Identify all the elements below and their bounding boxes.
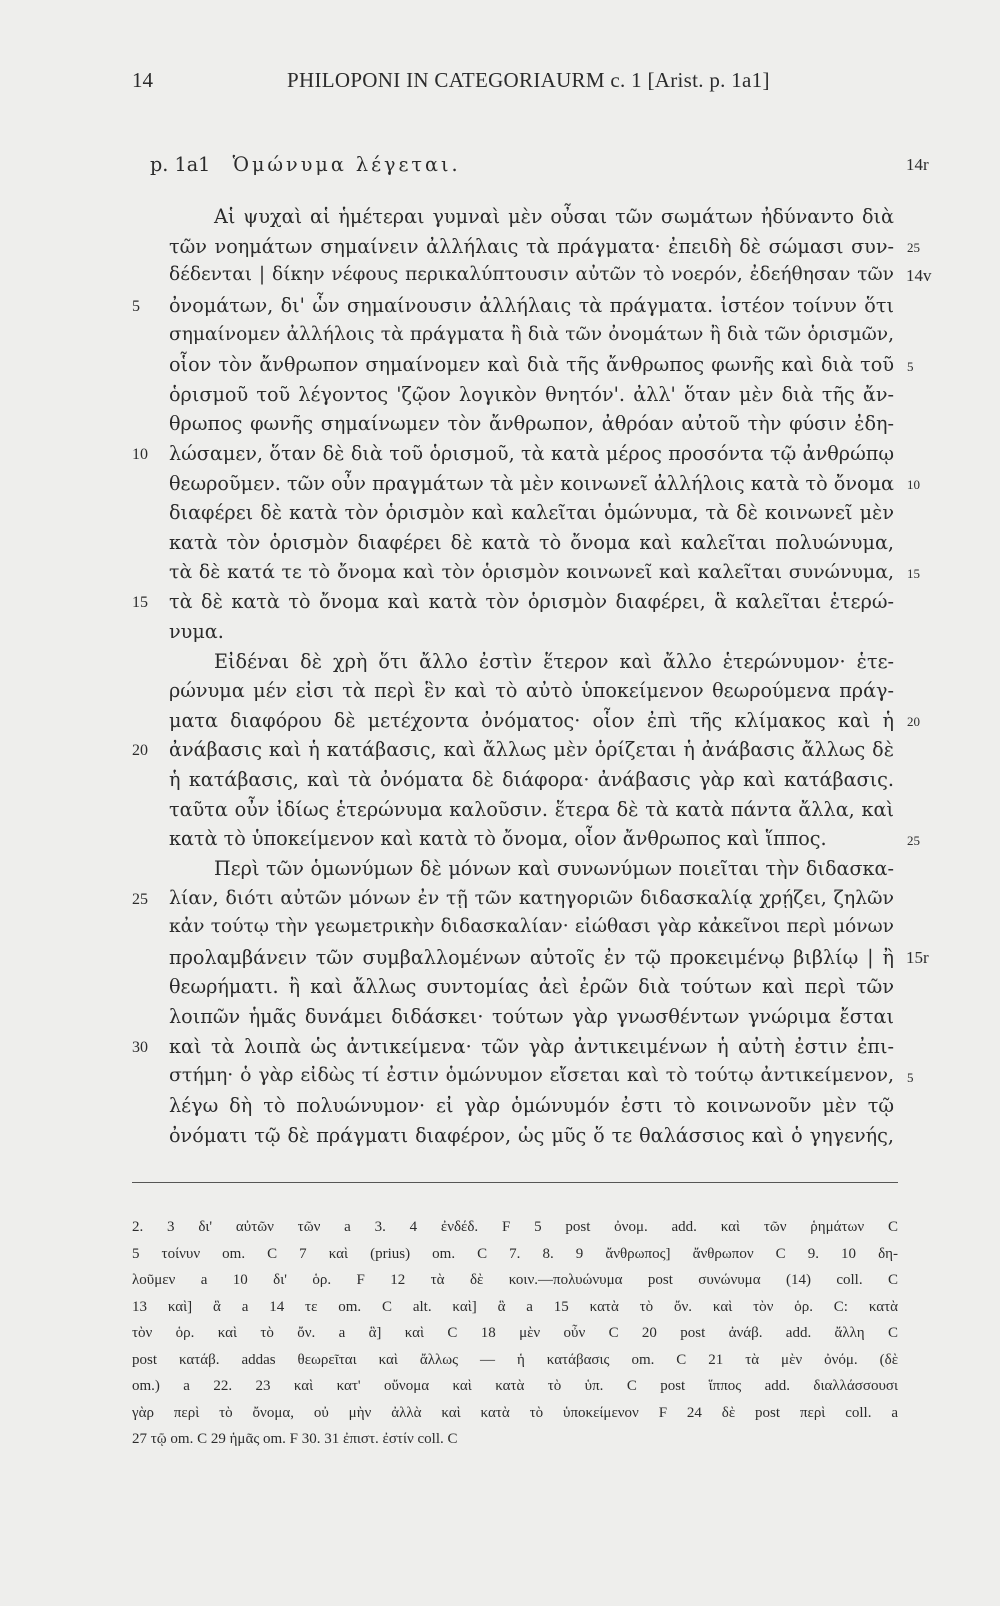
ref-line-number: 20	[907, 714, 920, 729]
text-line: Αἱ ψυχαὶ αἱ ἡμέτεραι γυμναὶ μὲν οὖσαι τῶν σωμάτων ἠδύναντο διὰ	[214, 205, 894, 228]
text-line: διαφέρει δὲ κατὰ τὸν ὁρισμὸν καὶ καλεῖται ὁμώνυμα, τὰ δὲ κοινωνεῖ μὲν	[169, 501, 894, 524]
text-line: θεωροῦμεν. τῶν οὖν πραγμάτων τὰ μὲν κοινωνεῖ ἀλλήλοις κατὰ τὸ ὄνομα	[169, 472, 894, 495]
text-line: ὀνόματι τῷ δὲ πράγματι διαφέρον, ὡς μῦς ὅ τε θαλάσσιος καὶ ὁ γηγενής,	[169, 1124, 894, 1147]
ref-line-number: 5	[907, 1070, 914, 1085]
text-line: τῶν νοημάτων σημαίνειν ἀλλήλαις τὰ πράγματα· ἐπειδὴ δὲ σώμασι συν-	[169, 235, 894, 258]
line-number: 15	[132, 594, 148, 611]
line-number: 25	[132, 891, 148, 908]
lemma-reference: p. 1a1	[150, 153, 211, 176]
text-line: νυμα.	[169, 620, 224, 643]
text-line: στήμη· ὁ γὰρ εἰδὼς τί ἐστιν ὁμώνυμον εἴσεται καὶ τὸ τούτῳ ἀντικείμενον,	[169, 1064, 894, 1086]
footnote-line: om.) a 22. 23 καὶ κατ' οὔνομα καὶ κατὰ τὸ ὑπ. C post ἵππος add. διαλλάσσουσι	[132, 1378, 898, 1394]
line-number: 10	[132, 446, 148, 463]
ref-line-number: 15	[907, 566, 920, 581]
text-line: δέδενται | δίκην νέφους περικαλύπτουσιν αὐτῶν τὸ νοερόν, ἐδεήθησαν τῶν	[169, 264, 894, 285]
text-line: κατὰ τὸν ὁρισμὸν διαφέρει δὲ κατὰ τὸ ὄνομα καὶ καλεῖται πολυώνυμα,	[169, 531, 894, 554]
ref-line-number: 10	[907, 477, 920, 492]
text-line: τὰ δὲ κατὰ τὸ ὄνομα καὶ κατὰ τὸν ὁρισμὸν διαφέρει, ἃ καλεῖται ἑτερώ-	[169, 590, 894, 613]
text-line: ὀνομάτων, δι' ὧν σημαίνουσιν ἀλλήλαις τὰ πράγματα. ἰστέον τοίνυν ὅτι	[169, 294, 894, 317]
lemma-text: Ὁμώνυμα λέγεται.	[232, 153, 461, 176]
lemma-line	[150, 155, 750, 174]
text-line: λοιπῶν ἡμᾶς δυνάμει διδάσκει· τούτων γὰρ γνωσθέντων γνώριμα ἔσται	[169, 1005, 894, 1028]
text-line: θεωρήματι. ἢ καὶ ἄλλως συντομίας ἀεὶ ἐρῶν διὰ τούτων καὶ περὶ τῶν	[169, 975, 894, 998]
footnote-line: γὰρ περὶ τὸ ὄνομα, οὐ μὴν ἀλλὰ καὶ κατὰ τὸ ὑποκείμενον F 24 δὲ post περὶ coll. a	[132, 1405, 898, 1421]
footnote-line: λοῦμεν a 10 δι' ὁρ. F 12 τὰ δὲ κοιν.—πολυώνυμα post συνώνυμα (14) coll. C	[132, 1272, 898, 1288]
folio-mark: 14r	[906, 155, 929, 174]
text-line: ματα διαφόρου δὲ μετέχοντα ὀνόματος· οἷον ἐπὶ τῆς κλίμακος καὶ ἡ	[169, 709, 894, 732]
text-line: τὰ δὲ κατά τε τὸ ὄνομα καὶ τὸν ὁρισμὸν κοινωνεῖ καὶ καλεῖται συνώνυμα,	[169, 561, 894, 583]
folio-mark: 14v	[906, 266, 932, 285]
text-line: καὶ τὰ λοιπὰ ὡς ἀντικείμενα· τῶν γὰρ ἀντικειμένων ἡ αὐτὴ ἐστιν ἐπι-	[169, 1035, 894, 1058]
text-line: λέγω δὴ τὸ πολυώνυμον· εἰ γὰρ ὁμώνυμόν ἐστι τὸ κοινωνοῦν μὲν τῷ	[169, 1094, 894, 1117]
text-line: ταῦτα οὖν ἰδίως ἑτερώνυμα καλοῦσιν. ἕτερα δὲ τὰ κατὰ πάντα ἄλλα, καὶ	[169, 798, 894, 821]
text-line: ἀνάβασις καὶ ἡ κατάβασις, καὶ ἄλλως μὲν ὁρίζεται ἡ ἀνάβασις ἄλλως δὲ	[169, 738, 894, 761]
line-number: 20	[132, 742, 148, 759]
footnote-line: 27 τῷ om. C 29 ἡμᾶς om. F 30. 31 ἐπιστ. ἐστίν coll. C	[132, 1431, 458, 1447]
text-line: κἀν τούτῳ τὴν γεωμετρικὴν διδασκαλίαν· εἰώθασι γὰρ κἀκεῖνοι περὶ μόνων	[169, 916, 894, 937]
footnote-line: 5 τοίνυν om. C 7 καὶ (prius) om. C 7. 8. 9 ἄνθρωπος] ἄνθρωπον C 9. 10 δη-	[132, 1246, 898, 1262]
text-line: κατὰ τὸ ὑποκείμενον καὶ κατὰ τὸ ὄνομα, οἷον ἄνθρωπος καὶ ἵππος.	[169, 827, 827, 850]
ref-line-number: 25	[907, 240, 920, 255]
footnote-line: post κατάβ. addas θεωρεῖται καὶ ἄλλως — ἡ κατάβασις om. C 21 τὰ μὲν ὀνόμ. (δὲ	[132, 1352, 898, 1368]
footnote-line: 2. 3 δι' αὐτῶν τῶν a 3. 4 ἐνδέδ. F 5 post ὀνομ. add. καὶ τῶν ῥημάτων C	[132, 1219, 898, 1235]
line-number: 30	[132, 1039, 148, 1056]
text-line: ρώνυμα μέν εἰσι τὰ περὶ ἓν καὶ τὸ αὐτὸ ὑποκείμενον θεωρούμενα πράγ-	[169, 679, 894, 702]
running-title: PHILOPONI IN CATEGORIAURM c. 1 [Arist. p. 1a1]	[287, 68, 770, 92]
text-line: Περὶ τῶν ὁμωνύμων δὲ μόνων καὶ συνωνύμων ποιεῖται τὴν διδασκα-	[214, 857, 894, 880]
text-line: λίαν, διότι αὐτῶν μόνων ἐν τῇ τῶν κατηγοριῶν διδασκαλίᾳ χρῄζει, ζηλῶν	[169, 887, 894, 909]
ref-line-number: 25	[907, 833, 920, 848]
text-line: προλαμβάνειν τῶν συμβαλλομένων αὐτοῖς ἐν τῷ προκειμένῳ βιβλίῳ | ἢ	[169, 946, 894, 969]
line-number: 5	[132, 298, 140, 315]
page-number: 14	[132, 68, 153, 92]
footnote-divider	[132, 1182, 898, 1183]
text-line: λώσαμεν, ὅταν δὲ διὰ τοῦ ὁρισμοῦ, τὰ κατὰ μέρος προσόντα τῷ ἀνθρώπῳ	[169, 442, 894, 465]
text-line: θρωπος φωνῆς σημαίνωμεν τὸν ἄνθρωπον, ἀθρόαν αὐτοῦ τὴν φύσιν ἐδη-	[169, 412, 894, 435]
folio-mark: 15r	[906, 948, 929, 967]
text-line: σημαίνομεν ἀλλήλοις τὰ πράγματα ἢ διὰ τῶν ὀνομάτων ἢ διὰ τῶν ὁρισμῶν,	[169, 324, 894, 345]
text-line: Εἰδέναι δὲ χρὴ ὅτι ἄλλο ἐστὶν ἕτερον καὶ ἄλλο ἑτερώνυμον· ἑτε-	[214, 650, 894, 673]
footnote-line: τὸν ὁρ. καὶ τὸ ὄν. a ἃ] καὶ C 18 μὲν οὖν C 20 post ἀνάβ. add. ἄλλη C	[132, 1325, 898, 1341]
text-line: ὁρισμοῦ τοῦ λέγοντος 'ζῷον λογικὸν θνητόν'. ἀλλ' ὅταν μὲν διὰ τῆς ἄν-	[169, 383, 894, 406]
page-header	[132, 68, 862, 98]
text-line: οἷον τὸν ἄνθρωπον σημαίνομεν καὶ διὰ τῆς ἄνθρωπος φωνῆς καὶ διὰ τοῦ	[169, 353, 894, 376]
ref-line-number: 5	[907, 359, 914, 374]
text-line: ἡ κατάβασις, καὶ τὰ ὀνόματα δὲ διάφορα· ἀνάβασις γὰρ καὶ κατάβασις.	[169, 768, 894, 791]
footnote-line: 13 καὶ] ἃ a 14 τε om. C alt. καὶ] ἃ a 15 κατὰ τὸ ὄν. καὶ τὸν ὁρ. C: κατὰ	[132, 1299, 898, 1315]
